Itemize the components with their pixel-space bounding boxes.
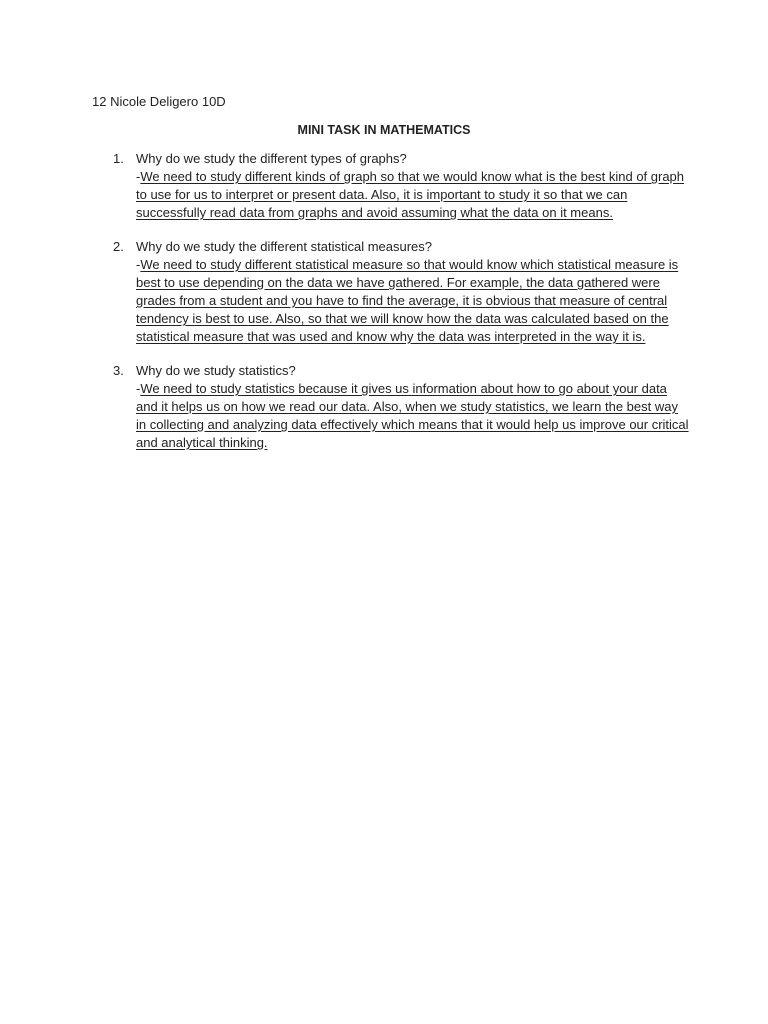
answer-block [136,380,690,452]
question-item-1 [110,150,690,222]
question-item-3 [110,362,690,452]
answer-block [136,168,690,222]
question-text: Why do we study statistics? [136,363,296,378]
answer-text: We need to study statistics because it gives us information about how to go about your data and it helps us on how we read our data. Also, when we study statistics, we learn the best way in collecting and analyzing data effectively which means that it would help us improve our critical and analytical thinking. [136,381,689,450]
answer-block [136,256,690,346]
answer-prefix: - [136,381,141,396]
question-number: 1. [113,151,124,166]
answer-prefix: - [136,257,141,272]
question-text: Why do we study the different statistical measures? [136,239,433,254]
answer-text: We need to study different kinds of graph so that we would know what is the best kind of graph to use for us to interpret or present data. Also, it is important to study it so that we can successfully read data from graphs and avoid assuming what the data on it means. [136,169,685,220]
question-list [110,150,690,452]
question-number: 2. [113,239,124,254]
question-text: Why do we study the different types of graphs? [136,151,407,166]
question-number: 3. [113,363,124,378]
document-title: MINI TASK IN MATHEMATICS [297,123,471,137]
answer-text: We need to study different statistical measure so that would know which statistical measure is best to use depending on the data we have gathered. For example, the data gathered were grades from a student and you have to find the average, it is obvious that measure of central tendency is best to use. Also, so that we will know how the data was calculated based on the statistical measure that was used and know why the data was interpreted in the way it is. [136,257,679,344]
student-info: 12 Nicole Deligero 10D [92,94,226,109]
question-item-2 [110,238,690,346]
answer-prefix: - [136,169,141,184]
